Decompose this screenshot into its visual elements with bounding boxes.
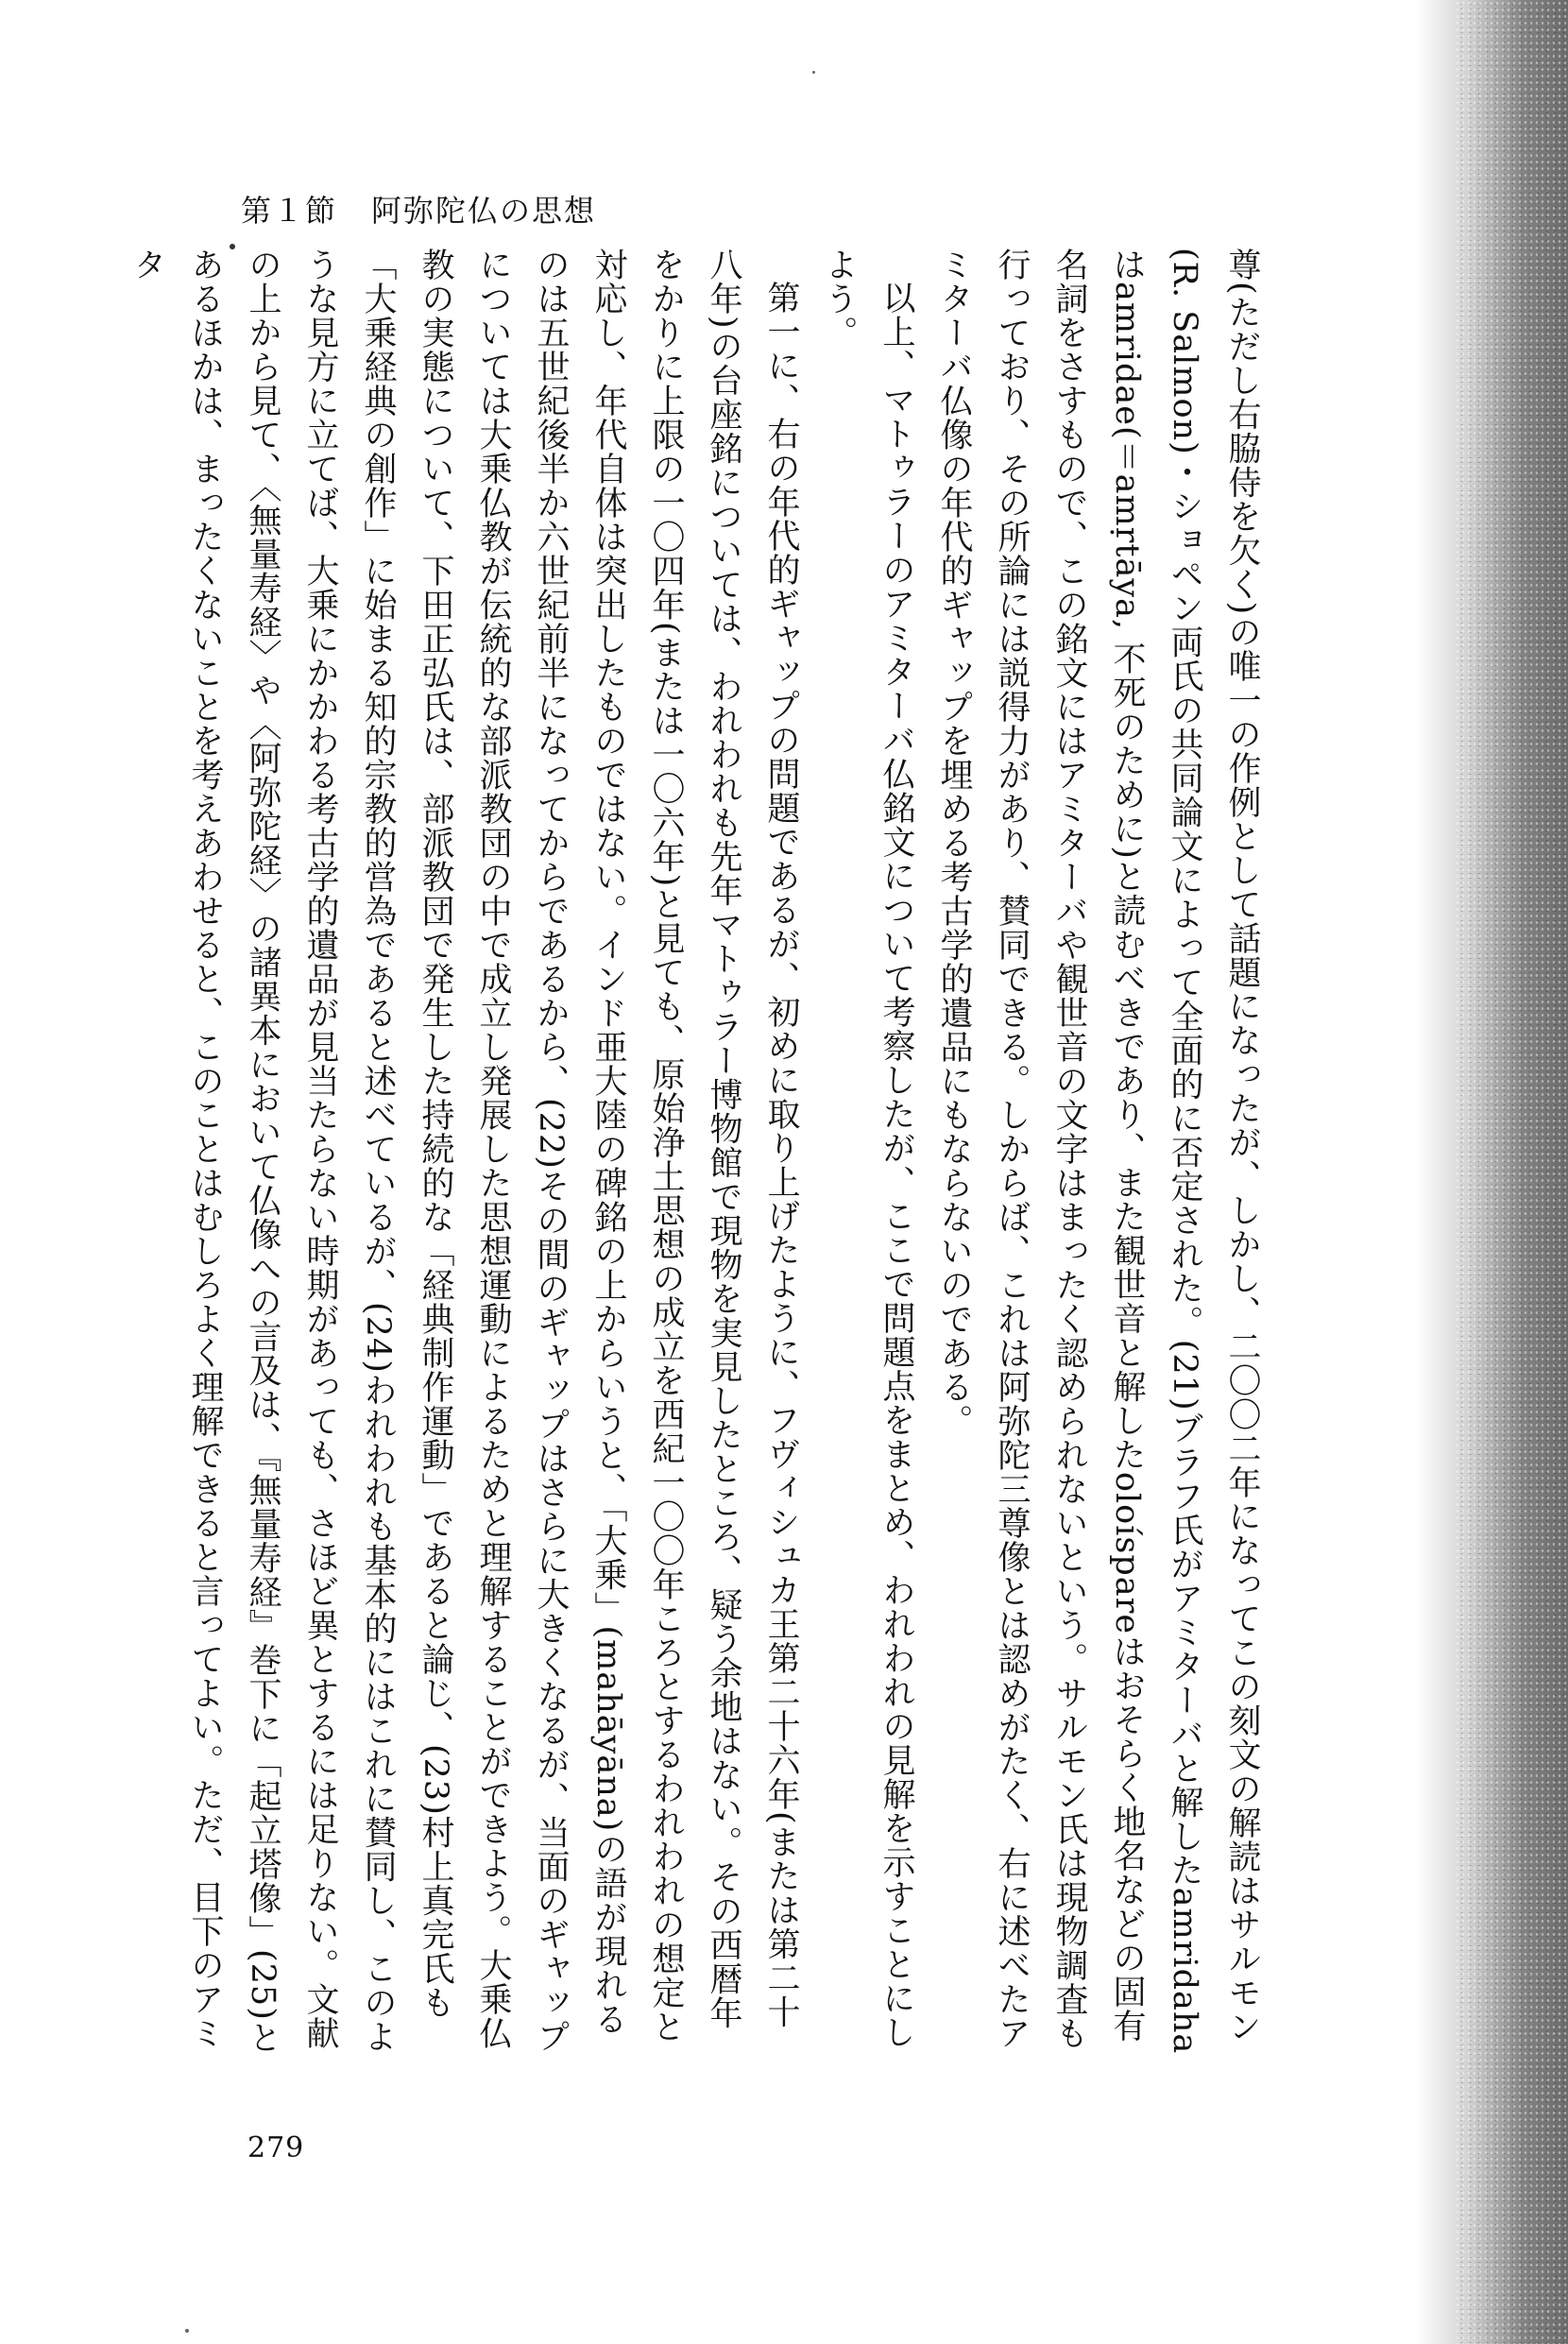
scan-speck bbox=[812, 71, 815, 74]
section-title: 阿弥陀仏の思想 bbox=[371, 193, 597, 229]
paragraph-1: 尊(ただし右脇侍を欠く)の唯一の作例として話題になったが、しかし、二〇〇二年になってこの刻文の解読はサルモン(R. Salmon)・ショペン両氏の共同論文によって全面的に否定された。(21)ブラフ氏がアミターバと解したamridahaはamridae(＝amṛtāya, 不死のために)と読むべきであり、また観世音と解したoloíspareはおそらく地名などの固有名詞をさすもので、この銘文にはアミターバや観世音の文字はまったく認められないという。サルモン氏は現物調査も行っており、その所論には説得力があり、賛同できる。しからば、これは阿弥陀三尊像とは認めがたく、右に述べたアミターバ仏像の年代的ギャップを埋める考古学的遺品にもならないのである。 bbox=[935, 248, 1261, 2055]
running-head bbox=[241, 187, 596, 231]
paragraph-2: 以上、マトゥラーのアミターバ仏銘文について考察したが、ここで問題点をまとめ、われわれの見解を示すことにしよう。 bbox=[820, 248, 915, 2049]
paragraph-3: 第一に、右の年代的ギャップの問題であるが、初めに取り上げたように、フヴィシュカ王第二十六年(または第二十八年)の台座銘については、われわれも先年マトゥラー博物館で現物を実見したところ、疑う余地はない。その西暦年をかりに上限の一〇四年(または一〇六年)と見ても、原始浄土思想の成立を西紀一〇〇年ころとするわれわれの想定と対応し、年代自体は突出したものではない。インド亜大陸の碑銘の上からいうと、「大乗」(mahāyāna)の語が現れるのは五世紀後半か六世紀前半になってからであるから、(22)その間のギャップはさらに大きくなるが、当面のギャップについては大乗仏教が伝統的な部派教団の中で成立し発展した思想運動によるためと理解することができよう。大乗仏教の実態について、下田正弘氏は、部派教団で発生した持続的な「経典制作運動」であると論じ、(23)村上真完氏も「大乗経典の創作」に始まる知的宗教的営為であると述べているが、(24)われわれも基本的にはこれに賛同し、このような見方に立てば、大乗にかかわる考古学的遺品が見当たらない時期があっても、さほど異とするには足りない。文献の上から見て、〈無量寿経〉や〈阿弥陀経〉の諸異本において仏像への言及は、『無量寿経』巻下に「起立塔像」(25)とあるほかは、まったくないことを考えあわせると、このことはむしろよく理解できると言ってよい。ただ、目下のアミタ bbox=[128, 248, 800, 2055]
body-text bbox=[128, 248, 1270, 2062]
page-edge-grain bbox=[1455, 0, 1568, 2344]
section-number: 第１節 bbox=[241, 193, 338, 229]
scan-speck bbox=[185, 2329, 189, 2333]
page-number: 279 bbox=[247, 2131, 305, 2164]
